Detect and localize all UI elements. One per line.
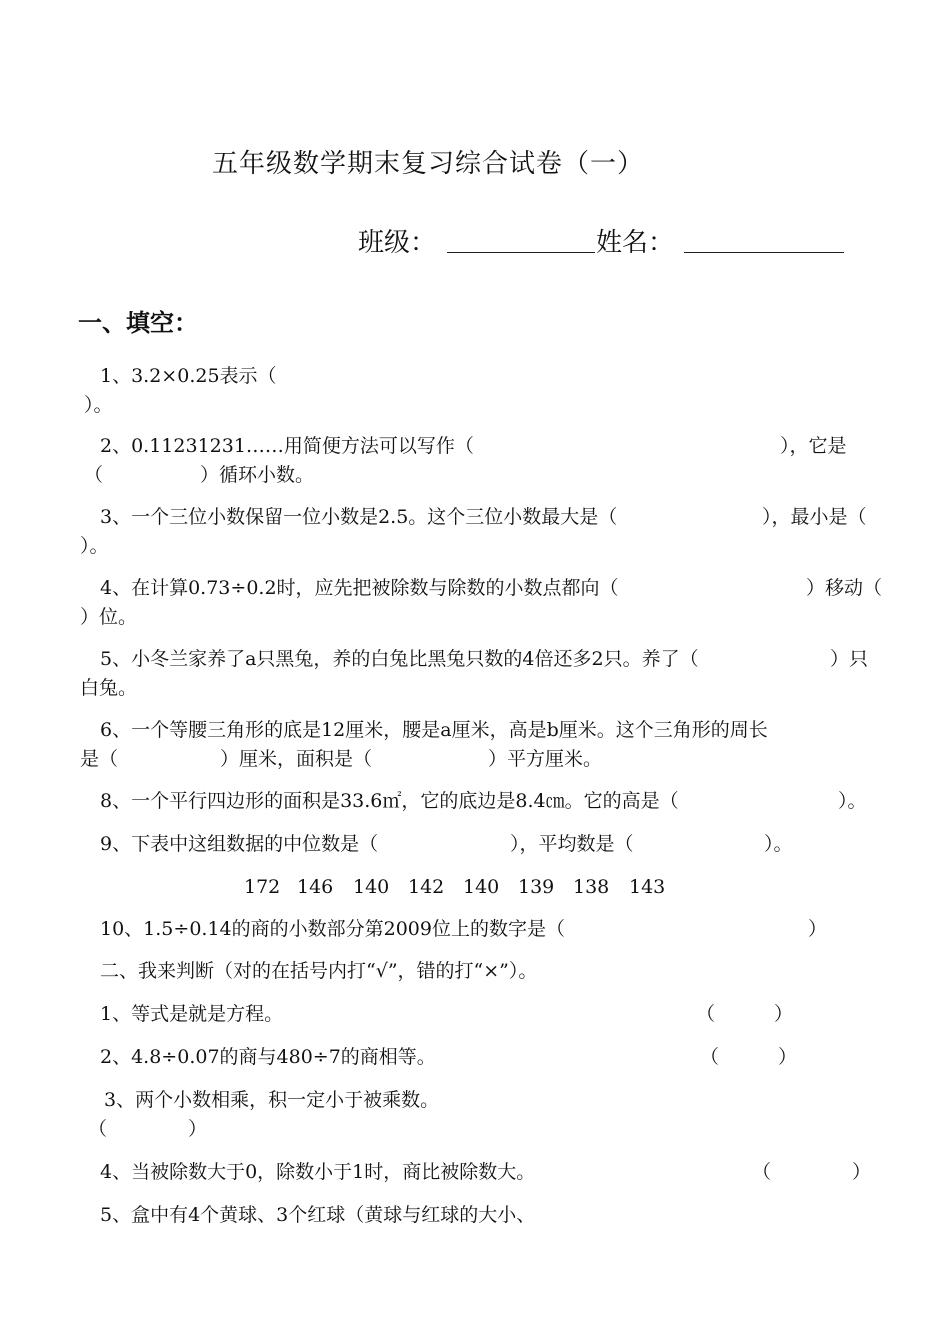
question-6-text: 6、一个等腰三角形的底是12厘米，腰是a厘米，高是b厘米。这个三角形的周长 xyxy=(100,719,768,741)
judgement-5-text: 5、盒中有4个黄球、3个红球（黄球与红球的大小、 xyxy=(100,1204,536,1226)
judgement-4-text: 4、当被除数大于0，除数小于1时，商比被除数大。 xyxy=(100,1161,536,1183)
question-4-text-end: ）移动（ xyxy=(806,577,883,599)
question-6-line2-end: ）平方厘米。 xyxy=(488,748,603,770)
question-9-text-mid: ），平均数是（ xyxy=(510,833,634,855)
question-3-text-end: ），最小是（ xyxy=(762,506,867,528)
name-label: 姓名： xyxy=(596,228,675,258)
judgement-4-paren-open: （ xyxy=(752,1161,772,1183)
judgement-1-paren-open: （ xyxy=(696,1003,716,1025)
question-1-close: ）。 xyxy=(84,394,113,416)
question-3-text: 3、一个三位小数保留一位小数是2.5。这个三位小数最大是（ xyxy=(100,506,618,528)
section-heading-judgement: 二、我来判断（对的在括号内打“√”，错的打“×”）。 xyxy=(100,960,538,982)
class-label: 班级： xyxy=(358,228,437,258)
class-blank xyxy=(447,224,595,253)
judgement-2-paren-open: （ xyxy=(700,1046,720,1068)
question-5-text: 5、小冬兰家养了a只黑兔，养的白兔比黑兔只数的4倍还多2只。养了（ xyxy=(100,648,699,670)
question-2-text-end: ），它是 xyxy=(780,435,847,457)
judgement-1-paren-close: ） xyxy=(774,1003,794,1025)
question-4-close: ）位。 xyxy=(80,606,138,628)
question-10-text: 10、1.5÷0.14的商的小数部分第2009位上的数字是（ xyxy=(100,918,565,940)
page-title: 五年级数学期末复习综合试卷（一） xyxy=(212,149,645,179)
question-5-line2: 白兔。 xyxy=(80,677,138,699)
data-value: 172 xyxy=(244,876,281,898)
data-value: 146 xyxy=(297,876,334,898)
judgement-3-paren-close: ） xyxy=(188,1118,208,1140)
question-6-line2-start: 是（ xyxy=(80,748,119,770)
question-1-text: 1、3.2×0.25表示（ xyxy=(100,365,277,387)
data-value: 140 xyxy=(463,876,500,898)
question-9-text: 9、下表中这组数据的中位数是（ xyxy=(100,833,379,855)
judgement-4-paren-close: ） xyxy=(852,1161,872,1183)
judgement-2-text: 2、4.8÷0.07的商与480÷7的商相等。 xyxy=(100,1046,436,1068)
data-value: 138 xyxy=(573,876,610,898)
question-8-text: 8、一个平行四边形的面积是33.6㎡，它的底边是8.4㎝。它的高是（ xyxy=(100,790,679,812)
question-2-text-line2: ）循环小数。 xyxy=(200,464,315,486)
question-4-text: 4、在计算0.73÷0.2时，应先把被除数与除数的小数点都向（ xyxy=(100,577,619,599)
question-5-text-end: ）只 xyxy=(830,648,869,670)
question-8-text-end: ）。 xyxy=(838,790,867,812)
data-value: 143 xyxy=(629,876,666,898)
judgement-2-paren-close: ） xyxy=(778,1046,798,1068)
question-2-text: 2、0.11231231……用简便方法可以写作（ xyxy=(100,435,474,457)
question-3-close: ）。 xyxy=(80,535,109,557)
data-value: 142 xyxy=(408,876,445,898)
data-value: 140 xyxy=(353,876,390,898)
question-6-line2-mid: ）厘米，面积是（ xyxy=(220,748,373,770)
question-9-text-end: ）。 xyxy=(764,833,793,855)
data-value: 139 xyxy=(518,876,555,898)
question-10-text-end: ） xyxy=(808,918,828,940)
name-blank xyxy=(684,224,844,253)
question-2-paren-open: （ xyxy=(84,464,104,486)
judgement-3-text: 3、两个小数相乘，积一定小于被乘数。 xyxy=(104,1089,440,1111)
section-heading-fill-in: 一、填空： xyxy=(78,309,198,337)
judgement-1-text: 1、等式是就是方程。 xyxy=(100,1003,284,1025)
judgement-3-paren-open: （ xyxy=(88,1118,108,1140)
